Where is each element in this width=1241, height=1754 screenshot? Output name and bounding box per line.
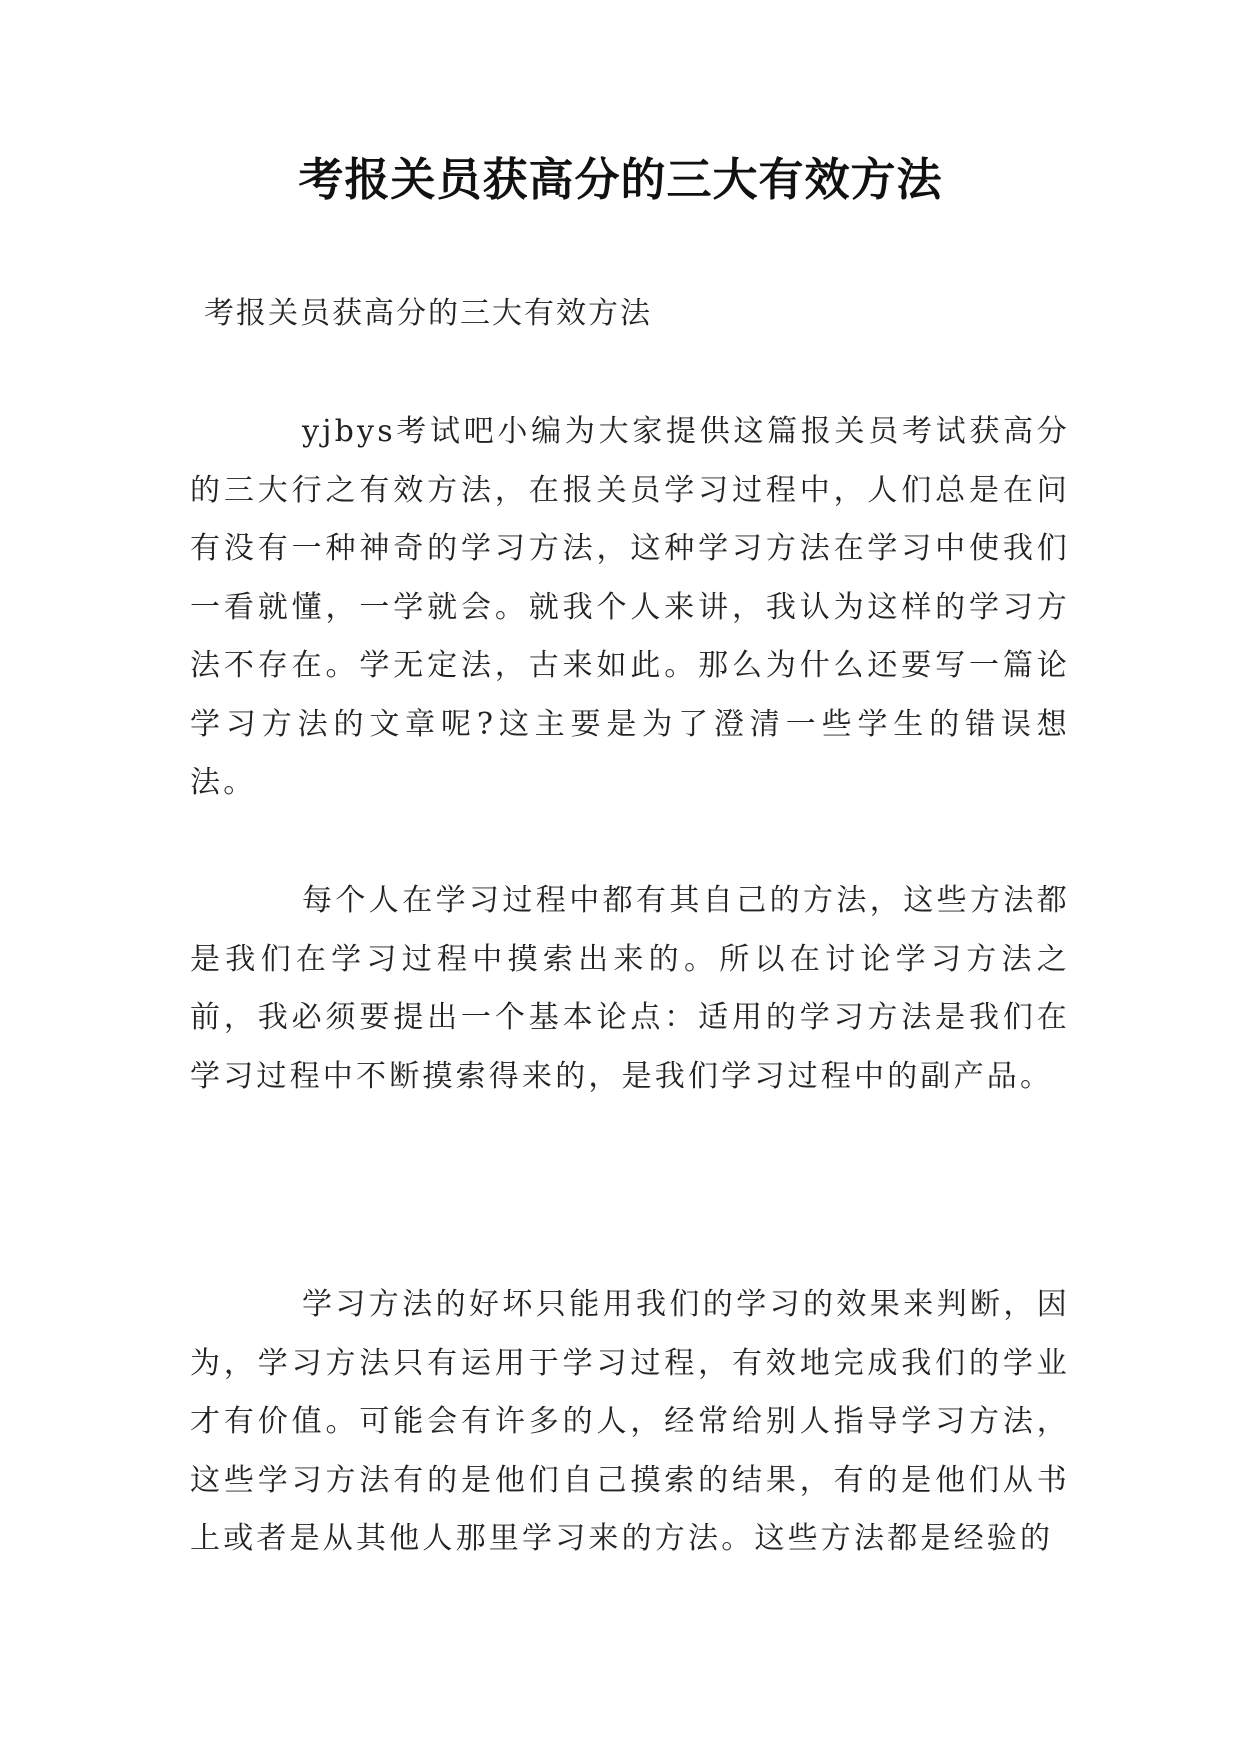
paragraph: 每个人在学习过程中都有其自己的方法，这些方法都是我们在学习过程中摸索出来的。所以在讨论学习方法之前，我必须要提出一个基本论点：适用的学习方法是我们在学习过程中不断摸索得来的，是我们学习过程中的副产品。 (190, 883, 1070, 1094)
document-title: 考报关员获高分的三大有效方法 (298, 153, 943, 206)
paragraph: yjbys考试吧小编为大家提供这篇报关员考试获高分的三大行之有效方法，在报关员学习过程中，人们总是在问有没有一种神奇的学习方法，这种学习方法在学习中使我们一看就懂，一学就会。就我个人来讲，我认为这样的学习方法不存在。学无定法，古来如此。那么为什么还要写一篇论学习方法的文章呢?这主要是为了澄清一些学生的错误想法。 (190, 414, 1070, 800)
document-subtitle: 考报关员获高分的三大有效方法 (204, 296, 652, 331)
paragraph: 学习方法的好坏只能用我们的学习的效果来判断，因为，学习方法只有运用于学习过程，有效地完成我们的学业才有价值。可能会有许多的人，经常给别人指导学习方法，这些学习方法有的是他们自己摸索的结果，有的是他们从书上或者是从其他人那里学习来的方法。这些方法都是经验的 (190, 1287, 1070, 1556)
